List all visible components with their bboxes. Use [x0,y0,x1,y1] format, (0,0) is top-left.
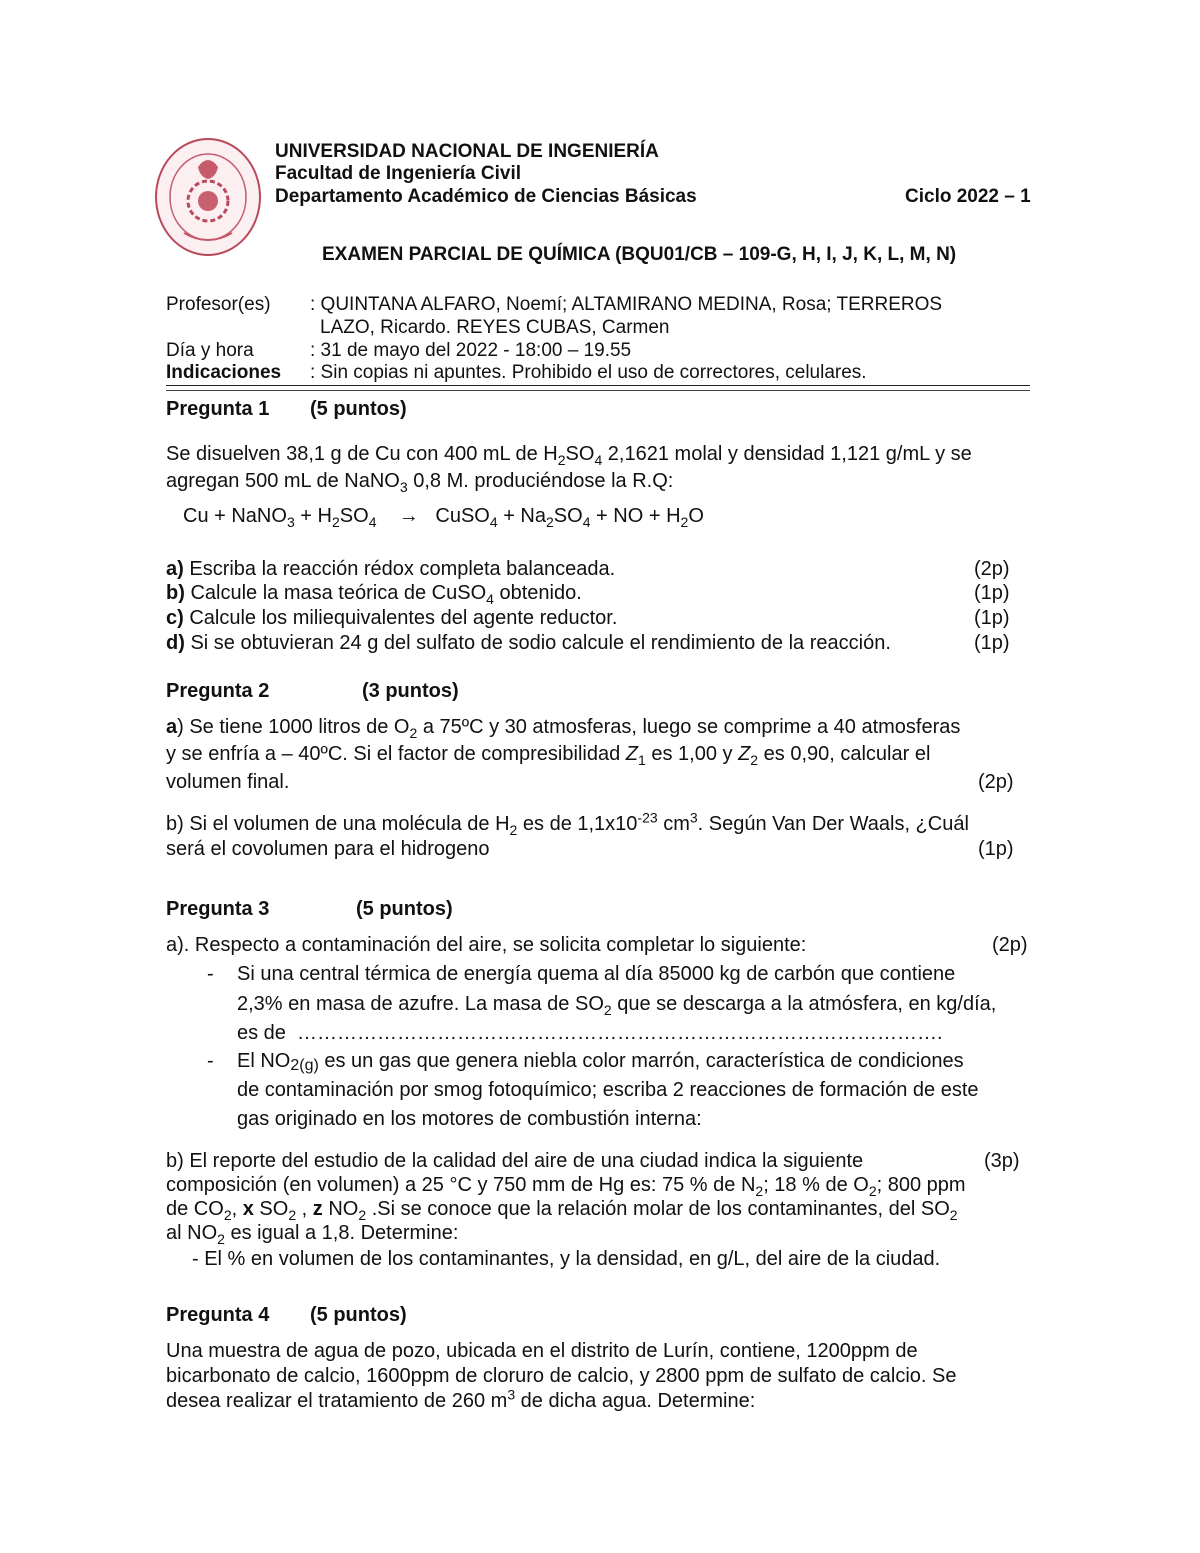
q3-a-bullet1-line1: Si una central térmica de energía quema al día 85000 kg de carbón que contiene [237,963,956,985]
q3-title: Pregunta 3 [166,898,270,920]
q3-a-text: a). Respecto a contaminación del aire, se solicita completar lo siguiente: [166,934,807,956]
q3-points: (5 puntos) [356,898,453,920]
q1-item-b-points: (1p) [974,582,1010,604]
faculty-name: Facultad de Ingeniería Civil [275,163,522,184]
indications-label: Indicaciones [166,362,282,383]
q1-item-a-points: (2p) [974,558,1010,580]
q3-a-bullet2-line1: El NO2(g) es un gas que genera niebla color marrón, característica de condiciones [237,1050,964,1074]
q2-b-line1: b) Si el volumen de una molécula de $H_2$ es de $1,1x10^{-23}$ $cm^3$. Según Van Der Waals, ¿Cuál [166,809,969,838]
professor-label: Profesor(es) [166,294,271,315]
header-rule-top [166,385,1030,386]
q1-item-d-points: (1p) [974,632,1010,654]
q1-item-c-points: (1p) [974,607,1010,629]
q2-b-line2: será el covolumen para el hidrogeno [166,838,490,860]
q3-a-bullet2-dash: - [207,1050,214,1072]
q3-a-bullet1-line2: 2,3% en masa de azufre. La masa de $SO_2$ que se descarga a la atmósfera, en kg/día, [237,993,997,1018]
q2-b-points: (1p) [978,838,1014,860]
q1-item-b: b) Calcule la masa teórica de CuSO$_4$ obtenido. [166,582,582,607]
cycle: Ciclo 2022 – 1 [905,186,1031,207]
q4-line2: bicarbonato de calcio, 1600ppm de cloruro de calcio, y 2800 ppm de sulfato de calcio. Se [166,1365,957,1387]
q1-item-d: d) Si se obtuvieran 24 g del sulfato de sodio calcule el rendimiento de la reacción. [166,632,891,654]
indications-value: : Sin copias ni apuntes. Prohibido el uso de correctores, celulares. [310,362,867,383]
q3-a-bullet2-line3: gas originado en los motores de combustión interna: [237,1108,702,1130]
professor-value-line1: : QUINTANA ALFARO, Noemí; ALTAMIRANO MEDINA, Rosa; TERREROS [310,294,943,315]
q2-a-line1: a) Se tiene 1000 litros de $O_2$ a 75ºC y 30 atmosferas, luego se comprime a 40 atmosferas [166,716,961,741]
q3-a-bullet2-line2: de contaminación por smog fotoquímico; escriba 2 reacciones de formación de este [237,1079,979,1101]
q1-points: (5 puntos) [310,398,407,420]
q3-a-bullet1-line3: es de ……………………………………………………………………………………. [237,1022,943,1044]
q3-b-line2: composición (en volumen) a 25 °C y 750 mm de Hg es: 75 % de $N_2$; 18 % de $O_2$; 800 ppm [166,1174,966,1199]
q3-b-line1: b) El reporte del estudio de la calidad del aire de una ciudad indica la siguiente [166,1150,864,1172]
university-name: UNIVERSIDAD NACIONAL DE INGENIERÍA [275,141,659,162]
q3-b-line4: al $NO_2$ es igual a 1,8. Determine: [166,1222,459,1247]
q1-statement-line2: agregan 500 mL de NaNO$_3$ 0,8 M. produciéndose la R.Q: [166,470,674,495]
q3-a-bullet1-dash: - [207,963,214,985]
date-value: : 31 de mayo del 2022 - 18:00 – 19.55 [310,340,632,361]
q3-a-points: (2p) [992,934,1028,956]
q4-line1: Una muestra de agua de pozo, ubicada en el distrito de Lurín, contiene, 1200ppm de [166,1340,918,1362]
q3-b-points: (3p) [984,1150,1020,1172]
q4-line3: desea realizar el tratamiento de 260 $m^3$ de dicha agua. Determine: [166,1386,756,1412]
date-label: Día y hora [166,340,254,361]
header-rule-bottom [166,390,1030,391]
q4-points: (5 puntos) [310,1304,407,1326]
q1-item-c: c) Calcule los miliequivalentes del agente reductor. [166,607,618,629]
department-name: Departamento Académico de Ciencias Básicas [275,186,697,207]
q2-title: Pregunta 2 [166,680,270,702]
exam-title: EXAMEN PARCIAL DE QUÍMICA (BQU01/CB – 109-G, H, I, J, K, L, M, N) [322,244,957,265]
q3-b-line3: de $CO_2$, x $SO_2$ , z $NO_2$ .Si se conoce que la relación molar de los contaminantes, del $SO_2$ [166,1198,958,1223]
professor-value-line2: LAZO, Ricardo. REYES CUBAS, Carmen [320,317,670,338]
q2-points: (3 puntos) [362,680,459,702]
q2-a-line3: volumen final. [166,771,290,793]
q1-item-a: a) Escriba la reacción rédox completa balanceada. [166,558,616,580]
university-seal-logo [154,137,262,257]
q1-statement-line1: Se disuelven 38,1 g de Cu con 400 mL de $H_2SO_4$ 2,1621 molal y densidad 1,121 g/mL y se [166,443,972,468]
q2-a-points: (2p) [978,771,1014,793]
q1-title: Pregunta 1 [166,398,270,420]
q2-a-line2: y se enfría a – 40ºC. Si el factor de compresibilidad $Z_1$ es 1,00 y $Z_2$ es 0,90, calcular el [166,743,931,768]
q1-equation: Cu + NaNO$_3$ + $H_2SO_4$ → CuSO$_4$ + $Na_2SO_4$ + NO + $H_2O$ [183,505,704,530]
q4-title: Pregunta 4 [166,1304,270,1326]
q3-b-item: - El % en volumen de los contaminantes, y la densidad, en g/L, del aire de la ciudad. [192,1248,941,1270]
